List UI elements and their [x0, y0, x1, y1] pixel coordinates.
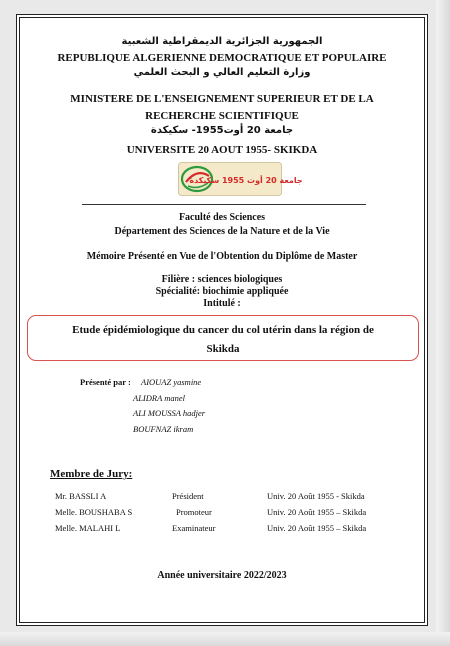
- jury-member-role: Examinateur: [172, 523, 216, 533]
- student-name: BOUFNAZ ikram: [133, 424, 194, 434]
- filiere-line: Filière : sciences biologiques: [161, 274, 283, 285]
- university-line: UNIVERSITE 20 AOUT 1955- SKIKDA: [126, 144, 318, 156]
- republic-line: REPUBLIQUE ALGERIENNE DEMOCRATIQUE ET POPULAIRE: [57, 52, 387, 64]
- thesis-title-box: [27, 315, 419, 361]
- page-right-edge: [436, 0, 450, 646]
- specialite-line: Spécialité: biochimie appliquée: [155, 286, 289, 297]
- faculty-name: Faculté des Sciences: [178, 212, 266, 223]
- student-name: ALIDRA manel: [133, 393, 186, 403]
- presented-by-label: Présenté par :: [80, 377, 131, 387]
- jury-member-affiliation: Univ. 20 Août 1955 - Skikda: [267, 491, 365, 501]
- jury-member-role: Président: [172, 491, 204, 501]
- ministry-line-2: RECHERCHE SCIENTIFIQUE: [145, 110, 299, 122]
- arabic-ministry-line: وزارة التعليم العالي و البحث العلمي: [133, 67, 311, 78]
- academic-year: Année universitaire 2022/2023: [157, 570, 287, 581]
- logo-arabic-text: جامعة 20 أوت 1955 سكيكدة: [189, 176, 303, 185]
- intitule-line: Intitulé :: [203, 298, 241, 309]
- jury-member-name: Melle. MALAHI L: [55, 523, 121, 533]
- header-divider: [82, 204, 366, 205]
- jury-member-name: Melle. BOUSHABA S: [55, 507, 133, 517]
- jury-member-name: Mr. BASSLI A: [55, 491, 107, 501]
- thesis-title-line-2: Skikda: [206, 343, 240, 355]
- arabic-republic-line: الجمهورية الجزائرية الديمقراطية الشعبية: [121, 36, 323, 47]
- page-bottom-edge: [0, 632, 450, 646]
- memoire-statement: Mémoire Présenté en Vue de l'Obtention du Diplôme de Master: [86, 251, 358, 262]
- jury-heading: Membre de Jury:: [50, 468, 133, 480]
- department-name: Département des Sciences de la Nature et de la Vie: [114, 226, 330, 237]
- student-name: ALI MOUSSA hadjer: [133, 408, 206, 418]
- jury-member-affiliation: Univ. 20 Août 1955 – Skikda: [267, 507, 367, 517]
- thesis-title-line-1: Etude épidémiologique du cancer du col utérin dans la région de: [72, 324, 374, 336]
- jury-member-role: Promoteur: [176, 507, 212, 517]
- university-logo: [178, 162, 303, 196]
- ministry-line-1: MINISTERE DE L'ENSEIGNEMENT SUPERIEUR ET DE LA: [70, 93, 374, 105]
- arabic-university-line: جامعة 20 أوت1955- سكيكدة: [150, 125, 294, 136]
- jury-member-affiliation: Univ. 20 Août 1955 – Skikda: [267, 523, 367, 533]
- student-name: AIOUAZ yasmine: [141, 377, 202, 387]
